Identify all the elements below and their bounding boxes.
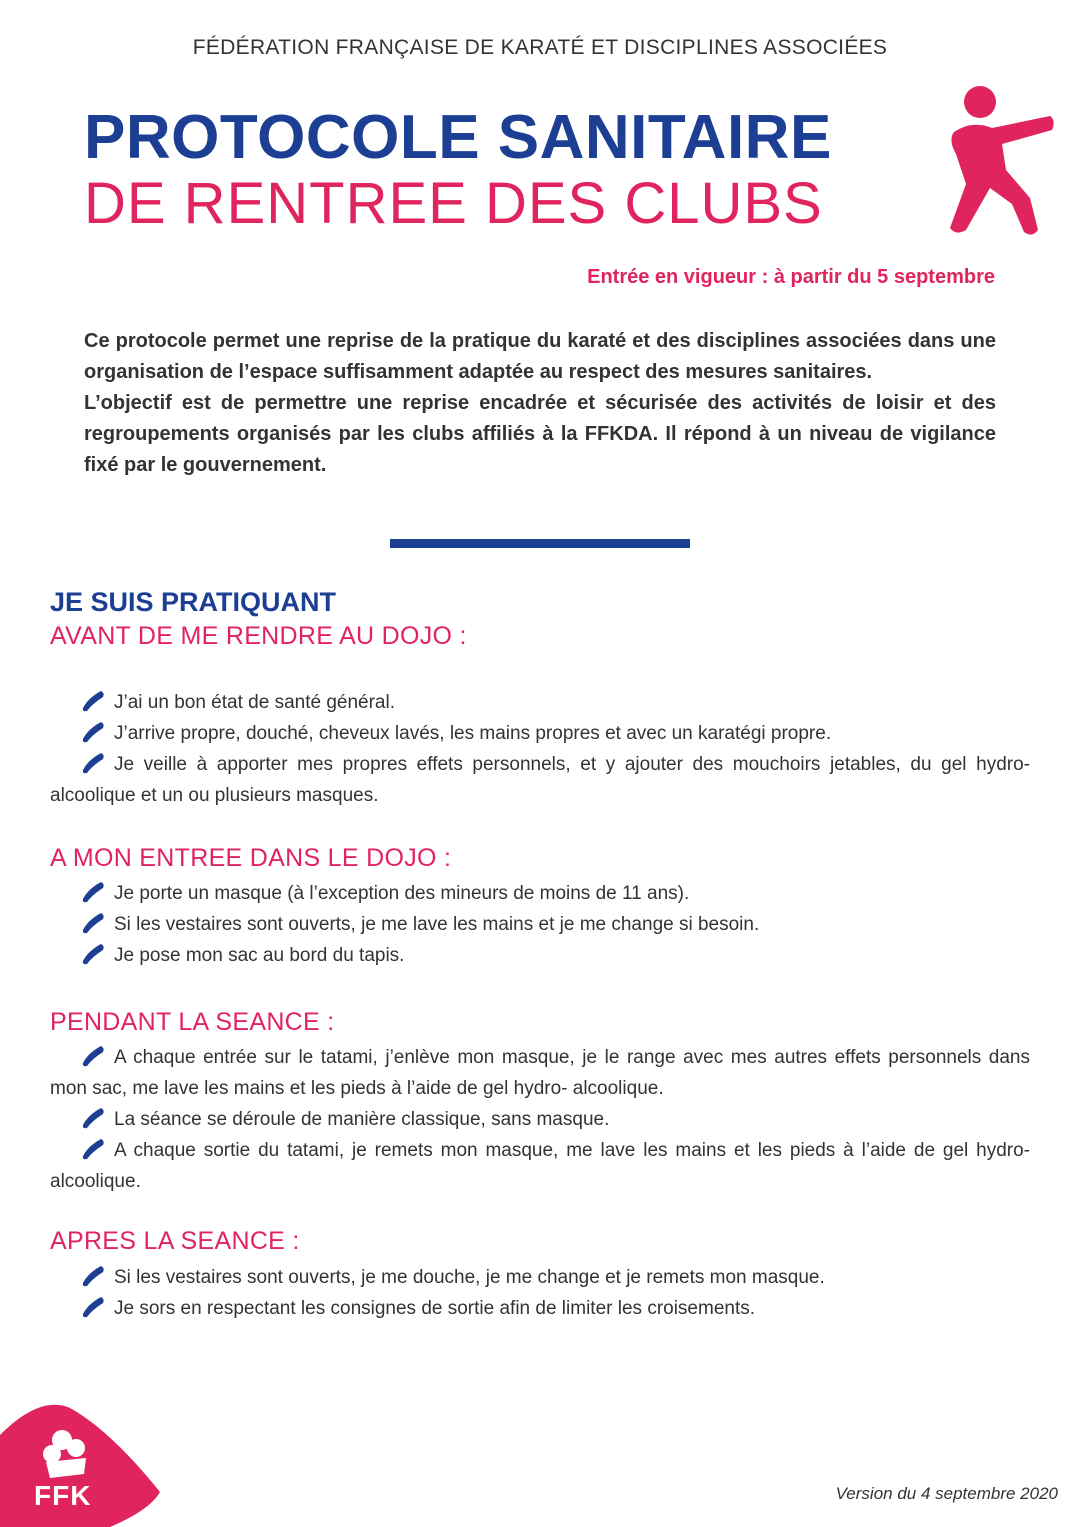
- pen-stroke-icon: [80, 1105, 106, 1129]
- ffk-logo-text: FFK: [34, 1480, 92, 1511]
- intro-paragraph-1: Ce protocole permet une reprise de la pratique du karaté et des disciplines associées dans une organisation de l’espace suffisamment adaptée au respect des mesures sanitaires.: [84, 330, 996, 383]
- organization-name: FÉDÉRATION FRANÇAISE DE KARATÉ ET DISCIPLINES ASSOCIÉES: [192, 36, 888, 59]
- page-title: PROTOCOLE SANITAIRE: [84, 103, 832, 172]
- effective-date: Entrée en vigueur : à partir du 5 septembre: [587, 266, 995, 288]
- list-item: La séance se déroule de manière classique, sans masque.: [50, 1104, 1030, 1135]
- list-item: A chaque sortie du tatami, je remets mon masque, me lave les mains et les pieds à l’aide de gel hydro-alcoolique.: [50, 1135, 1030, 1197]
- list-after-session: [50, 1262, 1030, 1324]
- heading-after-session: APRES LA SEANCE :: [50, 1227, 300, 1255]
- list-item: J’ai un bon état de santé général.: [50, 687, 1030, 718]
- list-item: Je pose mon sac au bord du tapis.: [50, 940, 1030, 971]
- list-item: Si les vestaires sont ouverts, je me lave les mains et je me change si besoin.: [50, 909, 1030, 940]
- pen-stroke-icon: [80, 1263, 106, 1287]
- list-item: A chaque entrée sur le tatami, j’enlève mon masque, je le range avec mes autres effets personnels dans mon sac, me lave les mains et les pieds à l’aide de gel hydro- alcoolique.: [50, 1042, 1030, 1104]
- list-dojo-entry: [50, 878, 1030, 971]
- list-during-session: [50, 1042, 1030, 1197]
- pen-stroke-icon: [80, 879, 106, 903]
- pen-stroke-icon: [80, 941, 106, 965]
- pen-stroke-icon: [80, 688, 106, 712]
- section-title: JE SUIS PRATIQUANT: [50, 587, 337, 617]
- list-item: Je veille à apporter mes propres effets personnels, et y ajouter des mouchoirs jetables, du gel hydro-alcoolique et un ou plusieurs masques.: [50, 749, 1030, 811]
- list-item: Je sors en respectant les consignes de sortie afin de limiter les croisements.: [50, 1293, 1030, 1324]
- pen-stroke-icon: [80, 719, 106, 743]
- list-item: Je porte un masque (à l’exception des mineurs de moins de 11 ans).: [50, 878, 1030, 909]
- heading-before-dojo: AVANT DE ME RENDRE AU DOJO :: [50, 622, 467, 650]
- karateka-icon: [932, 80, 1062, 240]
- list-item: J’arrive propre, douché, cheveux lavés, les mains propres et avec un karatégi propre.: [50, 718, 1030, 749]
- list-item: Si les vestaires sont ouverts, je me douche, je me change et je remets mon masque.: [50, 1262, 1030, 1293]
- heading-during-session: PENDANT LA SEANCE :: [50, 1008, 335, 1036]
- page-subtitle: DE RENTREE DES CLUBS: [84, 171, 823, 236]
- pen-stroke-icon: [80, 1043, 106, 1067]
- divider: [390, 539, 690, 548]
- list-before-dojo: [50, 687, 1030, 811]
- pen-stroke-icon: [80, 1136, 106, 1160]
- intro-text: [84, 326, 996, 481]
- pen-stroke-icon: [80, 910, 106, 934]
- intro-paragraph-2: L’objectif est de permettre une reprise encadrée et sécurisée des activités de loisir et des regroupements organisés par les clubs affiliés à la FFKDA. Il répond à un niveau de vigilance fixé par le gouvernement.: [84, 392, 996, 476]
- heading-dojo-entry: A MON ENTREE DANS LE DOJO :: [50, 844, 452, 872]
- version-date: Version du 4 septembre 2020: [835, 1484, 1058, 1503]
- pen-stroke-icon: [80, 750, 106, 774]
- pen-stroke-icon: [80, 1294, 106, 1318]
